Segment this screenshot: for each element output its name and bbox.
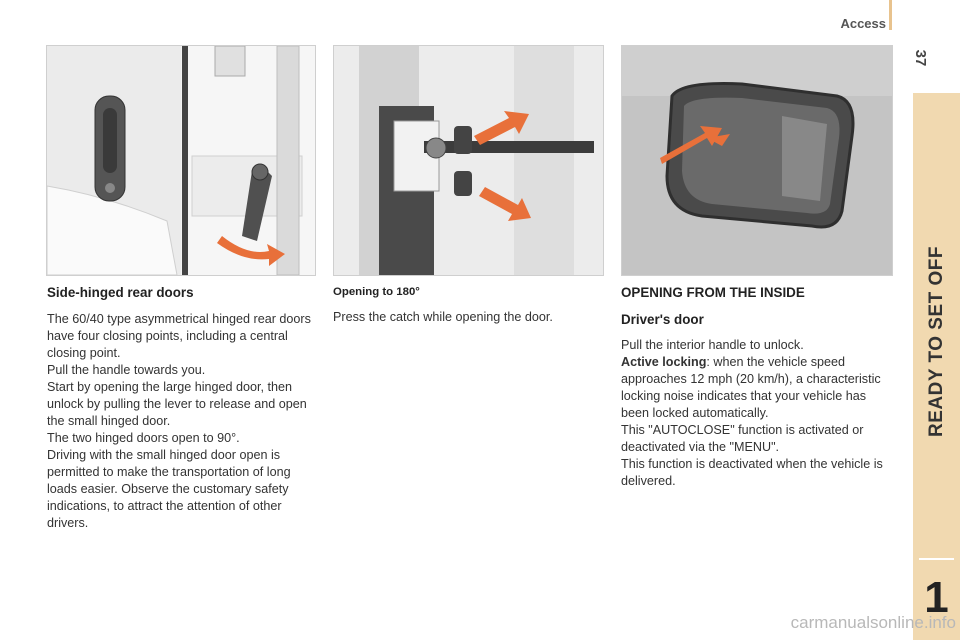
tab-divider [919,558,954,560]
drivers-door-heading: Driver's door [621,312,704,327]
door-catch-illustration [333,45,604,276]
watermark: carmanualsonline.info [790,613,956,632]
header-rule [889,0,892,30]
interior-handle-drawing [622,46,892,275]
opening-inside-heading: OPENING FROM THE INSIDE [621,285,805,300]
side-hinged-paragraph-4: The two hinged doors open to 90°. [47,431,240,445]
chapter-tab-label: READY TO SET OFF [925,246,947,437]
page-number: 37 [912,49,930,67]
delivery-paragraph: This function is deactivated when the vehicle is delivered. [621,457,883,488]
column-opening-180 [333,284,601,326]
rear-door-drawing [47,46,315,275]
door-catch-drawing [334,46,603,275]
section-title: Access [840,16,886,31]
chapter-number: 1 [924,573,949,622]
chapter-tab [913,93,960,640]
opening-180-heading: Opening to 180° [333,286,420,298]
interior-handle-illustration [621,45,893,276]
active-locking-text: : when the vehicle speed approaches 12 mph (20 km/h), a characteristic locking noise indicates that your vehicle has been locked automatically. [621,355,881,420]
side-hinged-doors-heading: Side-hinged rear doors [47,285,194,300]
column-side-hinged-doors [47,284,315,532]
side-hinged-paragraph-5: Driving with the small hinged door open is permitted to make the transportation of long loads easier. Observe the customary safety indications, to attract the attention of other drivers. [47,448,291,530]
active-locking-paragraph [621,354,893,422]
opening-180-text: Press the catch while opening the door. [333,310,553,324]
side-hinged-paragraph-3: Start by opening the large hinged door, then unlock by pulling the lever to release and open the small hinged door. [47,380,307,428]
active-locking-label: Active locking [621,355,707,369]
column-opening-inside [621,284,893,490]
unlock-instruction: Pull the interior handle to unlock. [621,338,804,352]
side-hinged-paragraph-1: The 60/40 type asymmetrical hinged rear doors have four closing points, including a central closing point. [47,312,311,360]
autoclose-paragraph: This "AUTOCLOSE" function is activated or deactivated via the "MENU". [621,423,864,454]
side-hinged-paragraph-2: Pull the handle towards you. [47,363,206,377]
rear-door-illustration [46,45,316,276]
